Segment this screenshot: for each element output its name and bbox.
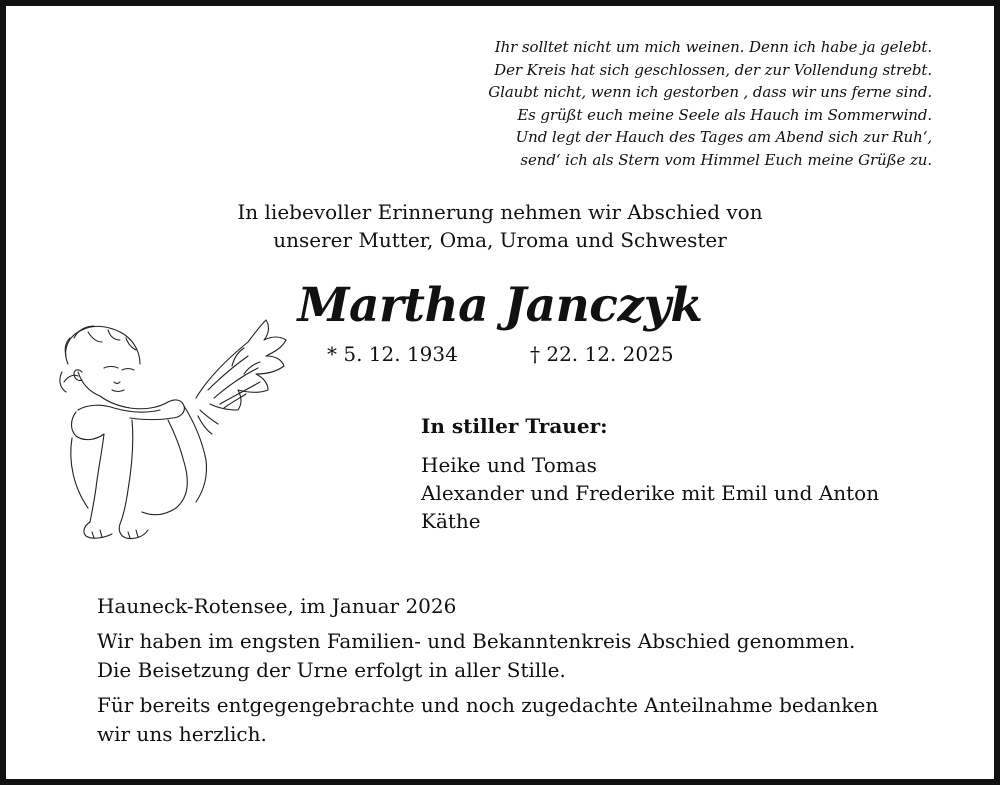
- intro-line: unserer Mutter, Oma, Uroma und Schwester: [273, 228, 727, 252]
- deceased-name: Martha Janczyk: [297, 278, 703, 333]
- notice-paragraph: [97, 627, 878, 685]
- poem-line: Ihr solltet nicht um mich weinen. Denn ich habe ja gelebt.: [494, 38, 932, 56]
- poem-line: send‘ ich als Stern vom Himmel Euch meine Grüße zu.: [520, 150, 932, 169]
- mourners-heading: In stiller Trauer:: [421, 414, 608, 438]
- intro-text: [150, 198, 850, 254]
- poem: [488, 36, 932, 171]
- notice-text: [97, 627, 878, 755]
- angel-icon: [48, 312, 290, 544]
- poem-line: Glaubt nicht, wenn ich gestorben , dass wir uns ferne sind.: [488, 83, 932, 101]
- poem-line: Der Kreis hat sich geschlossen, der zur Vollendung strebt.: [494, 60, 932, 79]
- notice-line: Wir haben im engsten Familien- und Bekanntenkreis Abschied genommen.: [97, 629, 856, 653]
- mourner-line: Alexander und Frederike mit Emil und Anton: [421, 481, 880, 505]
- poem-line: Und legt der Hauch des Tages am Abend sich zur Ruh‘,: [515, 128, 932, 146]
- poem-line: Es grüßt euch meine Seele als Hauch im Sommerwind.: [517, 105, 932, 124]
- birth-date: * 5. 12. 1934: [327, 342, 458, 366]
- mourner-line: Käthe: [421, 509, 481, 533]
- notice-paragraph: [97, 691, 878, 749]
- intro-line: In liebevoller Erinnerung nehmen wir Abschied von: [237, 200, 763, 224]
- notice-line: wir uns herzlich.: [97, 722, 267, 746]
- notice-line: Für bereits entgegengebrachte und noch zugedachte Anteilnahme bedanken: [97, 693, 879, 717]
- mourner-line: Heike und Tomas: [421, 453, 597, 477]
- mourners-section: [421, 412, 879, 535]
- death-date: † 22. 12. 2025: [530, 342, 674, 366]
- notice-line: Die Beisetzung der Urne erfolgt in aller Stille.: [97, 658, 566, 682]
- place-date: Hauneck-Rotensee, im Januar 2026: [97, 594, 457, 618]
